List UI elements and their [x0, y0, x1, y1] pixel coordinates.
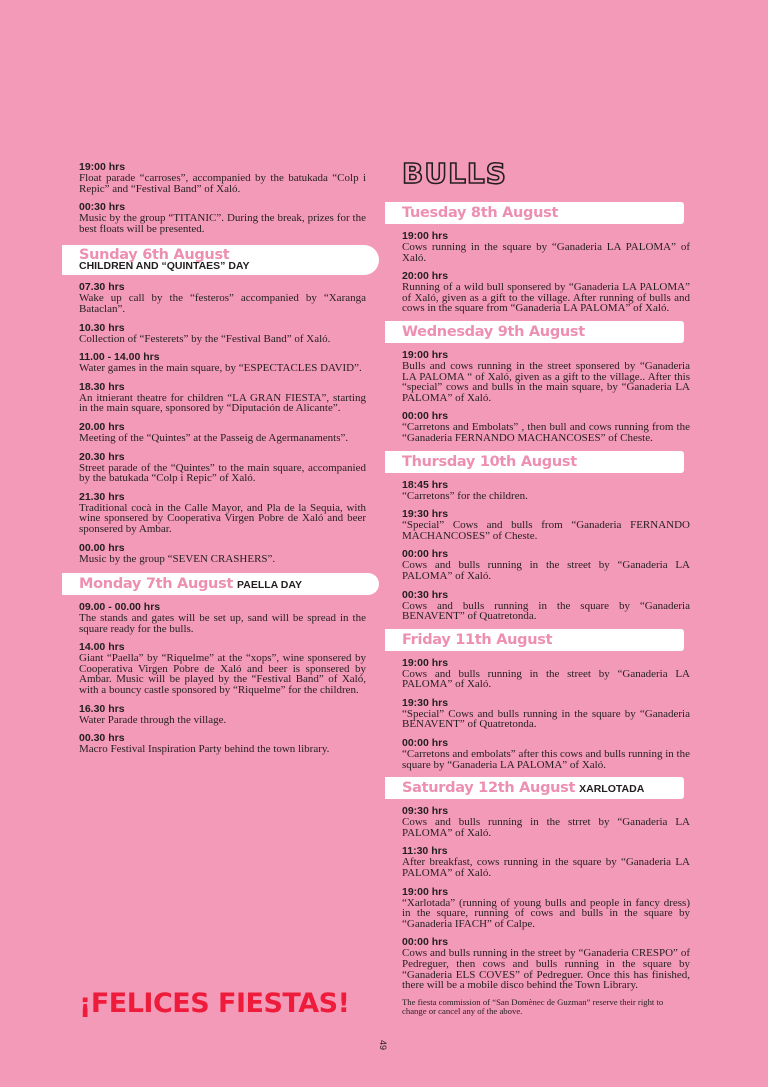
event-time: 00:30 hrs [402, 588, 449, 601]
event-item [79, 201, 366, 234]
event-item [402, 886, 690, 930]
day-title: Sunday 6th August [79, 247, 230, 264]
event-description: Music by the group “SEVEN CRASHERS”. [79, 552, 276, 565]
event-time: 19:00 hrs [402, 348, 449, 361]
event-item [402, 508, 690, 541]
event-description: Cows and bulls running in the square by “Ganaderia BENAVENT” of Quatretonda. [402, 599, 690, 623]
day-title: Monday 7th August [79, 576, 234, 593]
day-title: Friday 11th August [402, 631, 553, 648]
day-header-wednesday [385, 321, 684, 343]
event-item [79, 732, 366, 755]
event-item [402, 589, 690, 622]
event-description: “Xarlotada” (running of young bulls and people in fancy dress) in the square, running of cows and bulls in the square by “Ganaderia IFACH” of Calpe. [402, 896, 690, 930]
felices-fiestas-heading: ¡FELICES FIESTAS! [79, 988, 350, 1019]
event-time: 07.30 hrs [79, 281, 125, 294]
event-item [402, 936, 690, 990]
event-time: 18:45 hrs [402, 478, 449, 491]
event-item [402, 410, 690, 443]
event-item [402, 657, 690, 690]
commission-note: The fiesta commission of “San Domènec de Guzman” reserve their right to change or cancel any of the above. [402, 996, 664, 1017]
event-description: Bulls and cows running in the street sponsered by “Ganaderia LA PALOMA “ of Xaló, given as a gift to the village.. After this “special” cows and bulls in the main square, by “Ganaderia LA PALOMA” of Xaló. [402, 359, 690, 404]
event-time: 09.00 - 00.00 hrs [79, 601, 161, 614]
event-description: Street parade of the “Quintes” to the main square, accompanied by the batukada “Colp i Repic” of Xaló. [79, 461, 366, 485]
day-title: Tuesday 8th August [402, 205, 559, 221]
right-column [402, 157, 690, 1017]
day-header-friday [385, 629, 684, 651]
event-time: 10.30 hrs [79, 321, 125, 334]
event-description: Cows and bulls running in the street by “Ganaderia LA PALOMA” of Xaló. [402, 667, 690, 691]
event-description: Collection of “Festerets” by the “Festival Band” of Xaló. [79, 332, 331, 345]
event-item [79, 161, 366, 194]
page-number: 49 [378, 1039, 389, 1051]
event-item [402, 845, 690, 878]
event-time: 00:00 hrs [402, 410, 449, 423]
event-description: Macro Festival Inspiration Party behind the town library. [79, 743, 330, 756]
event-item [402, 737, 690, 770]
left-column [79, 161, 366, 762]
event-time: 00.30 hrs [79, 732, 125, 745]
event-item [79, 381, 366, 414]
event-description: “Carretons and embolats” after this cows and bulls running in the square by “Ganaderia LA PALOMA” of Xaló. [402, 748, 690, 771]
event-time: 19:00 hrs [402, 230, 449, 242]
event-time: 00.00 hrs [79, 541, 125, 554]
day-subtitle: CHILDREN AND “QUINTAES” DAY [79, 260, 250, 273]
event-item [402, 230, 690, 263]
event-description: Float parade “carroses”, accompanied by the batukada “Colp i Repic” and “Festival Band” of Xaló. [79, 172, 366, 195]
event-description: An itnierant theatre for children “LA GRAN FIESTA”, starting in the main square, sponsored by “Diputación de Alicante”. [79, 391, 366, 415]
event-time: 19:30 hrs [402, 696, 449, 709]
event-item [79, 703, 366, 726]
day-header-monday [62, 573, 379, 595]
event-description: Traditional cocà in the Calle Mayor, and Pla de la Sequia, with wine sponsered by Cooperativa Virgen Pobre de Xaló and beer sponsered by Ambar. [79, 501, 366, 535]
event-description: “Carretons” for the children. [402, 489, 528, 502]
event-time: 19:00 hrs [402, 885, 449, 898]
event-item [79, 421, 366, 444]
day-title: Wednesday 9th August [402, 323, 585, 340]
event-time: 21.30 hrs [79, 490, 125, 503]
event-description: Giant “Paella” by “Riquelme” at the “xops”, wine sponsered by Cooperativa Virgen Pobre de Xaló and beer is sponsered by Ambar. Music will be played by the “Festival Band” of Xaló, with a bouncy castle sponsored by “Riquelme” for the children. [79, 652, 366, 697]
event-time: 09:30 hrs [402, 805, 449, 818]
event-time: 20.30 hrs [79, 450, 125, 463]
event-item [79, 491, 366, 535]
event-description: “Special” Cows and bulls running in the square by “Ganaderia BENAVENT” of Quatretonda. [402, 707, 690, 731]
event-description: Water Parade through the village. [79, 713, 227, 726]
event-description: Wake up call by the “festeros” accompanied by “Xaranga Bataclan”. [79, 292, 366, 315]
event-time: 18.30 hrs [79, 380, 125, 393]
event-time: 00:00 hrs [402, 936, 449, 949]
day-title: Saturday 12th August [402, 780, 576, 797]
event-time: 20:00 hrs [402, 270, 449, 283]
event-description: Cows and bulls running in the street by “Ganaderia LA PALOMA” of Xaló. [402, 559, 690, 582]
day-subtitle: PAELLA DAY [237, 579, 303, 592]
event-time: 19:00 hrs [79, 161, 126, 173]
event-description: Cows running in the square by “Ganaderia LA PALOMA” of Xaló. [402, 241, 690, 264]
event-item [79, 451, 366, 484]
event-item [79, 542, 366, 565]
event-time: 11.00 - 14.00 hrs [79, 351, 160, 364]
event-time: 16.30 hrs [79, 702, 125, 715]
day-subtitle: XARLOTADA [579, 783, 645, 796]
event-item [79, 322, 366, 345]
event-time: 14.00 hrs [79, 641, 125, 654]
day-header-tuesday [385, 202, 684, 224]
bulls-heading: BULLS [402, 157, 507, 190]
day-header-saturday [385, 777, 684, 799]
event-description: “Carretons and Embolats” , then bull and cows running from the “Ganaderia FERNANDO MACHANCOSES” of Cheste. [402, 421, 690, 444]
event-description: After breakfast, cows running in the square by “Ganaderia LA PALOMA” of Xaló. [402, 856, 690, 880]
event-time: 20.00 hrs [79, 420, 125, 433]
event-item [402, 479, 690, 502]
event-time: 00:00 hrs [402, 548, 449, 561]
event-item [402, 349, 690, 403]
event-description: “Special” Cows and bulls from “Ganaderia FERNANDO MACHANCOSES” of Cheste. [402, 519, 690, 542]
event-item [402, 697, 690, 730]
event-description: Meeting of the “Quintes” at the Passeig de Agermanaments”. [79, 431, 349, 444]
event-item [79, 601, 366, 634]
event-item [402, 805, 690, 838]
event-item [402, 270, 690, 314]
event-item [79, 281, 366, 314]
event-description: Cows and bulls running in the street by “Ganaderia CRESPO” of Pedreguer, then cows and bulls running in the square by “Ganaderia ELS COVES” of Pedreguer. Once this has finished, there will be a mobile disco behind the Town Library. [402, 947, 690, 992]
event-description: Running of a wild bull sponsered by “Ganaderia LA PALOMA” of Xaló, given as a gift to the village. After running of bulls and cows in the square from “Ganaderia LA PALOMA” of Xaló. [402, 281, 690, 315]
event-description: Water games in the main square, by “ESPECTACLES DAVID”. [79, 362, 362, 375]
day-header-sunday [62, 245, 379, 275]
event-description: Music by the group “TITANIC”. During the break, prizes for the best floats will be presented. [79, 212, 366, 235]
event-time: 00:30 hrs [79, 201, 126, 214]
event-time: 19:00 hrs [402, 656, 449, 669]
event-description: The stands and gates will be set up, sand will be spread in the square ready for the bulls. [79, 612, 366, 635]
event-time: 19:30 hrs [402, 508, 449, 521]
event-item [79, 351, 366, 374]
event-time: 00:00 hrs [402, 737, 449, 750]
day-header-thursday [385, 451, 684, 473]
event-item [79, 641, 366, 695]
day-title: Thursday 10th August [402, 453, 577, 470]
event-description: Cows and bulls running in the strret by “Ganaderia LA PALOMA” of Xaló. [402, 816, 690, 839]
event-item [402, 548, 690, 581]
event-time: 11:30 hrs [402, 845, 448, 858]
